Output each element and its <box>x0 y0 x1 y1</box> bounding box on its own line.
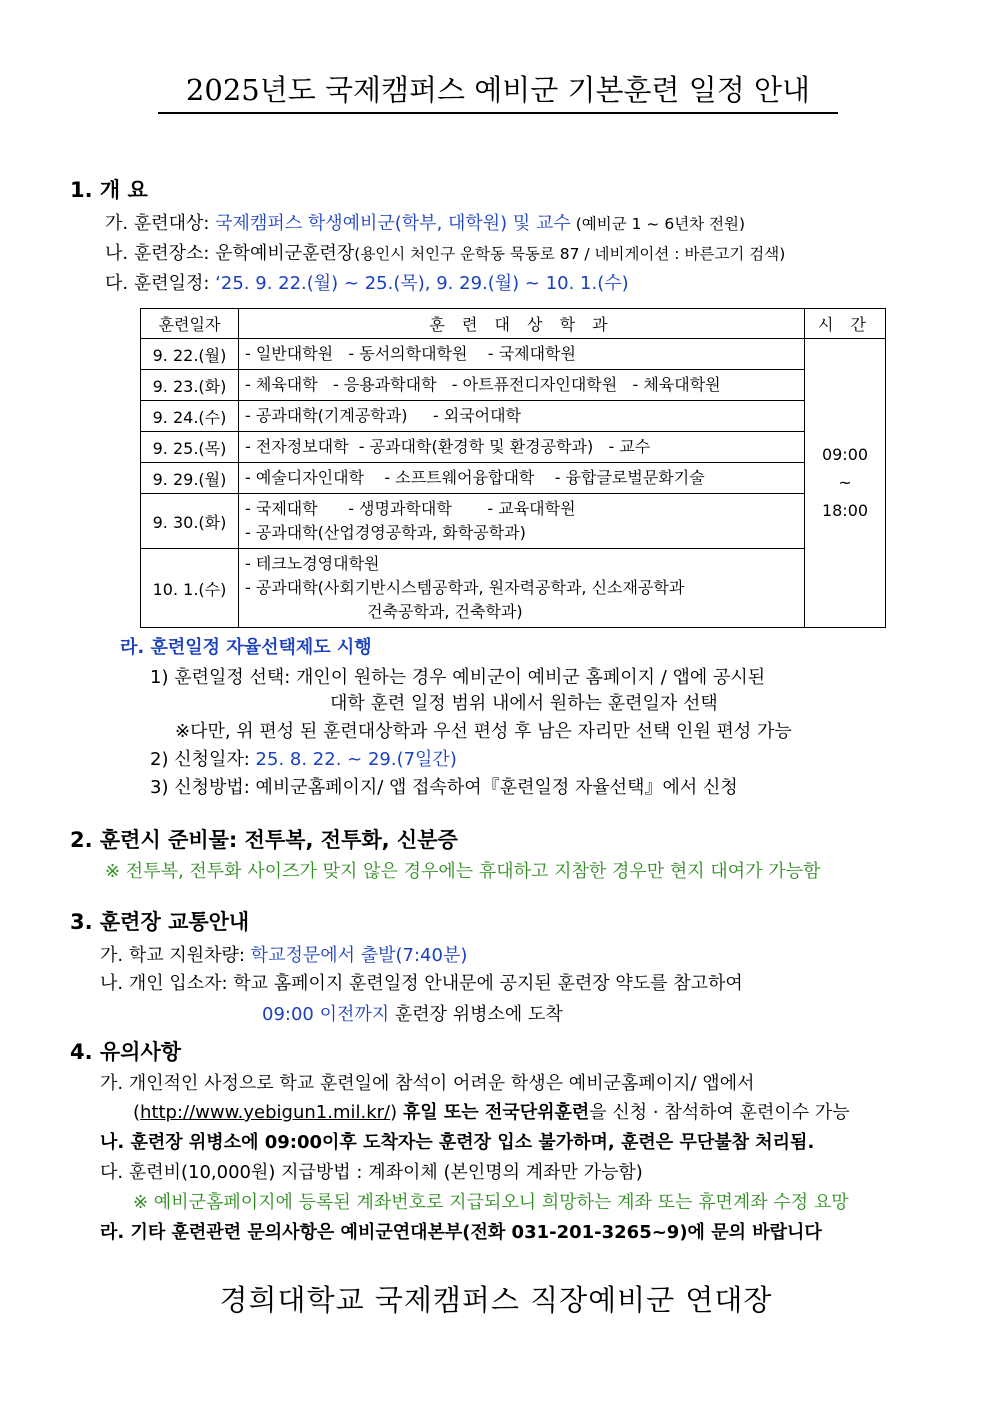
row-departments <box>239 339 805 370</box>
self-selection-item-1: 1) 훈련일정 선택: 개인이 원하는 경우 예비군이 예비군 홈페이지 / 앱에 공시된 <box>150 667 766 688</box>
table-row <box>141 432 886 463</box>
arrival-deadline-rest: 훈련장 위병소에 도착 <box>389 1004 563 1025</box>
section-4-heading: 4. 유의사항 <box>70 1040 182 1064</box>
row-date: 9. 30.(화) <box>141 494 239 549</box>
table-row <box>141 401 886 432</box>
row-departments <box>239 432 805 463</box>
self-selection-item-1-cont: 대학 훈련 일정 범위 내에서 원하는 훈련일자 선택 <box>330 693 718 714</box>
row-date: 9. 29.(월) <box>141 463 239 494</box>
row-date: 9. 25.(목) <box>141 432 239 463</box>
header-departments: 훈 련 대 상 학 과 <box>239 309 805 339</box>
row-dept-line: - 전자정보대학 - 공과대학(환경학 및 환경공학과) - 교수 <box>245 437 651 456</box>
row-date: 9. 24.(수) <box>141 401 239 432</box>
application-period-line <box>150 748 457 772</box>
training-schedule-line <box>105 272 629 296</box>
row-date: 10. 1.(수) <box>141 549 239 628</box>
training-location-note: (용인시 처인구 운학동 묵동로 87 / 네비게이션 : 바른고기 검색) <box>354 245 786 263</box>
row-dept-line: - 체육대학 - 응용과학대학 - 아트퓨전디자인대학원 - 체육대학원 <box>245 375 721 394</box>
schedule-table <box>140 308 886 628</box>
time-end: 18:00 <box>821 501 869 520</box>
table-header-row <box>141 309 886 339</box>
individual-entry-line: 나. 개인 입소자: 학교 홈페이지 훈련일정 안내문에 공지된 훈련장 약도를 참고하여 <box>100 973 743 994</box>
training-location-label: 나. 훈련장소: 운학예비군훈련장 <box>105 243 355 264</box>
yebigun-link[interactable]: http://www.yebigun1.mil.kr/ <box>140 1102 391 1123</box>
table-row <box>141 463 886 494</box>
section-3-heading: 3. 훈련장 교통안내 <box>70 910 250 934</box>
row-dept-line: - 공과대학(산업경영공학과, 화학공학과) <box>245 523 526 542</box>
application-method-line: 3) 신청방법: 예비군홈페이지/ 앱 접속하여『훈련일정 자율선택』에서 신청 <box>150 777 738 798</box>
row-date: 9. 22.(월) <box>141 339 239 370</box>
table-row <box>141 339 886 370</box>
training-schedule-value: ‘25. 9. 22.(월) ~ 25.(목), 9. 29.(월) ~ 10. 1.(수) <box>215 273 629 294</box>
school-bus-label: 가. 학교 지원차량: <box>100 945 251 966</box>
footer-signature: 경희대학교 국제캠퍼스 직장예비군 연대장 <box>219 1283 773 1317</box>
section-2-heading: 2. 훈련시 준비물: 전투복, 전투화, 신분증 <box>70 828 458 852</box>
supplies-note: ※ 전투복, 전투화 사이즈가 맞지 않은 경우에는 휴대하고 지참한 경우만 현지 대여가 가능함 <box>105 861 821 882</box>
notice-a-open: ( <box>133 1102 141 1123</box>
row-departments <box>239 401 805 432</box>
header-time: 시 간 <box>805 309 886 339</box>
notice-a-bold: 휴일 또는 전국단위훈련 <box>402 1102 590 1123</box>
page-title: 2025년도 국제캠퍼스 예비군 기본훈련 일정 안내 <box>158 70 838 114</box>
row-dept-line: - 국제대학 - 생명과학대학 - 교육대학원 <box>245 499 576 518</box>
row-dept-line: - 일반대학원 - 동서의학대학원 - 국제대학원 <box>245 344 576 363</box>
self-selection-heading: 라. 훈련일정 자율선택제도 시행 <box>120 637 372 658</box>
row-date: 9. 23.(화) <box>141 370 239 401</box>
school-bus-value: 학교정문에서 출발(7:40분) <box>250 945 468 966</box>
training-target-value: 국제캠퍼스 학생예비군(학부, 대학원) 및 교수 <box>215 213 571 234</box>
table-row <box>141 549 886 628</box>
row-dept-line: 건축공학과, 건축학과) <box>245 602 523 621</box>
self-selection-note: ※다만, 위 편성 된 훈련대상학과 우선 편성 후 남은 자리만 선택 인원 편성 가능 <box>175 721 792 742</box>
application-period-value: 25. 8. 22. ~ 29.(7일간) <box>255 749 457 770</box>
notice-c-note: ※ 예비군홈페이지에 등록된 계좌번호로 지급되오니 희망하는 계좌 또는 휴면계좌 수정 요망 <box>133 1192 849 1213</box>
training-target-note: (예비군 1 ~ 6년차 전원) <box>570 215 746 233</box>
row-dept-line: - 테크노경영대학원 <box>245 554 380 573</box>
training-location-line <box>105 242 785 266</box>
notice-c-line: 다. 훈련비(10,000원) 지급방법 : 계좌이체 (본인명의 계좌만 가능함) <box>100 1162 643 1183</box>
row-departments <box>239 494 805 549</box>
application-period-label: 2) 신청일자: <box>150 749 256 770</box>
training-target-line <box>105 212 745 236</box>
arrival-deadline-time: 09:00 이전까지 <box>262 1004 390 1025</box>
training-schedule-label: 다. 훈련일정: <box>105 273 216 294</box>
notice-a-tail: 을 신청 · 참석하여 훈련이수 가능 <box>589 1102 850 1123</box>
training-target-label: 가. 훈련대상: <box>105 213 216 234</box>
section-1-heading: 1. 개 요 <box>70 178 148 202</box>
header-date: 훈련일자 <box>141 309 239 339</box>
table-row <box>141 494 886 549</box>
row-departments <box>239 549 805 628</box>
school-bus-line <box>100 944 467 968</box>
row-departments <box>239 463 805 494</box>
time-start: 09:00 <box>821 445 869 464</box>
notice-b-line: 나. 훈련장 위병소에 09:00이후 도착자는 훈련장 입소 불가하며, 훈련은 무단불참 처리됨. <box>100 1132 815 1153</box>
time-separator: ~ <box>838 473 852 492</box>
row-departments <box>239 370 805 401</box>
arrival-deadline-line <box>262 1003 563 1027</box>
time-cell <box>805 339 886 628</box>
notice-a-line: 가. 개인적인 사정으로 학교 훈련일에 참석이 어려운 학생은 예비군홈페이지/ 앱에서 <box>100 1073 755 1094</box>
notice-a-close: ) <box>390 1102 403 1123</box>
row-dept-line: - 예술디자인대학 - 소프트웨어융합대학 - 융합글로벌문화기술 <box>245 468 705 487</box>
table-row <box>141 370 886 401</box>
row-dept-line: - 공과대학(기계공학과) - 외국어대학 <box>245 406 522 425</box>
notice-d-line: 라. 기타 훈련관련 문의사항은 예비군연대본부(전화 031-201-3265~9)에 문의 바랍니다 <box>100 1222 822 1243</box>
notice-a-cont <box>133 1101 850 1125</box>
row-dept-line: - 공과대학(사회기반시스템공학과, 원자력공학과, 신소재공학과 <box>245 578 685 597</box>
